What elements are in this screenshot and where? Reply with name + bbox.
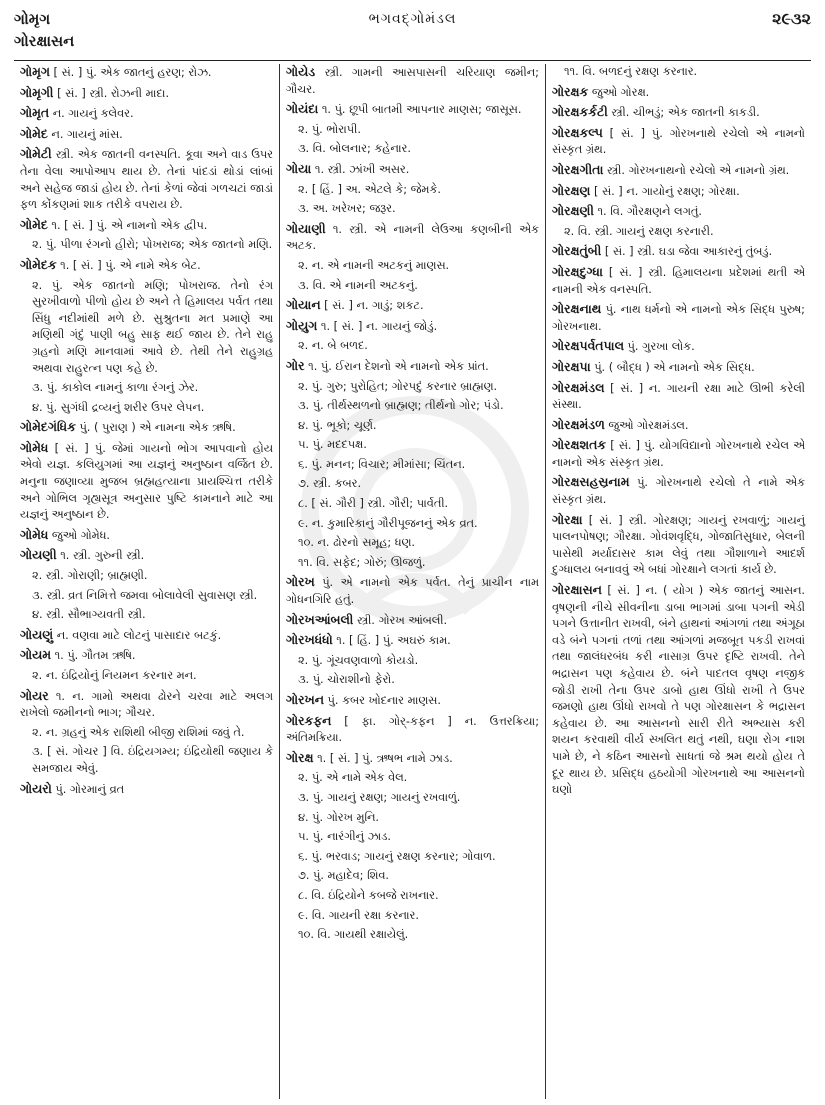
sense-line: ૨. ન. બે બળદ. (298, 339, 368, 353)
dictionary-entry (552, 380, 805, 414)
headword: ગોયા (286, 160, 312, 176)
dictionary-entry (20, 688, 273, 722)
dictionary-entry (20, 257, 273, 275)
headword: ગોરક્ષક (552, 83, 589, 99)
dictionary-entry (20, 85, 273, 103)
sense-line: ૨. પું. ગુરુ; પુરોહિત; ગોરપદું કરનાર બ્રાહ્મણ. (298, 379, 498, 393)
headword: ગોયમ (20, 647, 52, 663)
definition: [ સં. ] પું. ગોરખનાથે રચેલો એ નામનો સંસ્કૃત ગ્રંથ. (552, 126, 805, 157)
headword: ગોરક્ષકર્કટી (552, 104, 608, 120)
definition: સ્ત્રી. ગોરખનાથનો રચેલો એ નામનો ગ્રંથ. (603, 163, 790, 177)
sense-line: ૨. વિ. સ્ત્રી. ગાયનું રક્ષણ કરનારી. (564, 224, 714, 238)
headword: ગોયણું (20, 626, 54, 642)
definition: જુઓ ગોરક્ષમંડલ. (604, 418, 689, 432)
sense-line: ૨. પું. એક જાતનો મણિ; પોખરાજ. તેનો રંગ સુરખીવાળો પીળો હોય છે અને તે હિમાલય પર્વત તથા સિંધુ નદીમાંથી મળે છે. સુશ્રુતના મત પ્રમાણે આ મણિથી ગંદું પાણી બહુ સાફ થઈ જાય છે. તેને રાહુ ગ્રહનો મણિ માનવામાં આવે છે. તેથી તેને રાહુગ્રહ અથવા રાહુરત્ન પણ કહે છે. (32, 278, 273, 375)
dictionary-columns (14, 64, 811, 1099)
sense-line: ૩. પું. કાકોલ નામનું કાળા રંગનું ઝેર. (32, 381, 199, 395)
sense-line: ૩. અ. ખરેખર; જરૂર. (298, 202, 396, 216)
definition: પું. એ નામનો એક પર્વત. તેનું પ્રાચીન નામ ગોધનગિરિ હતું. (286, 576, 539, 607)
headword: ગોરક્ષકલ્પ (552, 124, 603, 140)
definition: [ સં. ] સ્ત્રી. હિમાલયના પ્રદેશમાં થતી એ નામની એક વનસ્પતિ. (552, 265, 805, 296)
dictionary-entry (286, 358, 539, 376)
guide-word-bottom: ગોરક્ષાસન (14, 32, 75, 50)
headword: ગોમૃગી (20, 84, 54, 100)
definition: ૧. [ સં. ] પું. એ નામે એક બેટ. (56, 258, 201, 272)
definition: [ ફા. ગોર્-કફન ] ન. ઉત્તરક્રિયા; અંતિમક્રિયા. (286, 714, 539, 745)
headword: ગોમૃગ (20, 64, 50, 79)
definition: પું. ( પુરાણ ) એ નામના એક ઋષિ. (75, 421, 236, 435)
sense-line: ૩. વિ. એ નામની અટકનું. (298, 278, 418, 292)
dictionary-entry (286, 318, 539, 336)
headword: ગોરક્ષગીતા (552, 161, 604, 177)
definition: ન. ગાયનું માંસ. (47, 127, 123, 141)
dictionary-entry (20, 217, 273, 235)
headword: ગોયાન (286, 297, 321, 313)
headword: ગોરક્ષસહસ્રનામ (552, 474, 630, 490)
headword: ગોમેદગંધિક (20, 419, 76, 435)
definition: [ સં. ] પું. જેમાં ગાયનો ભોગ આપવાનો હોય એવો યજ્ઞ. કલિયુગમાં આ યજ્ઞનું અનુષ્ઠાન વર્જિત છે. મનુના જણાવ્યા મુજબ બ્રહ્મહત્યાના પ્રાયશ્ચિત્ત તરીકે અને ગોભિલ ગૃહ્યસૂત્ર અનુસાર પુષ્ટિ કામનાને માટે આ યજ્ઞનું અનુષ્ઠાન છે. (20, 441, 273, 522)
definition: ૧. [ સં. ] ન. ગાયનું જોડું. (317, 319, 438, 333)
dictionary-entry (552, 104, 805, 122)
definition: પું. ગોરખનાથે રચેલો તે નામે એક સંસ્કૃત ગ્રંથ. (552, 476, 805, 507)
sense-line: ૬. પું. મનન; વિચાર; મીમાંસા; ચિંતન. (298, 457, 466, 471)
dictionary-entry (286, 161, 539, 179)
sense-line: ૨. ન. ગ્રહનું એક રાશિથી બીજી રાશિમાં જવું તે. (32, 725, 245, 739)
sense-line: ૩. પું. તીર્થસ્થળનો બ્રાહ્મણ; તીર્થનો ગોર; પંડો. (298, 399, 504, 413)
definition: ન. ગાયનું કલેવર. (49, 107, 134, 121)
sense-line: ૬. પું. ભરવાડ; ગાયનું રક્ષણ કરનાર; ગોવાળ. (298, 849, 496, 863)
column-1 (14, 64, 279, 1099)
definition: પું. ગુરખા લોક. (623, 340, 695, 354)
headword: ગોરક્ષપર્વતપાલ (552, 338, 624, 354)
sense-line: ૪. પું. સુગંધી દ્રવ્યનું શરીર ઉપર લેપન. (32, 400, 205, 414)
sense-line: ૩. સ્ત્રી. વ્રત નિમિત્તે જમવા બોલાવેલી સુવાસણ સ્ત્રી. (32, 588, 258, 602)
dictionary-entry (552, 203, 805, 221)
sense-line: ૯. ન. કુમારિકાનું ગૌરીપૂજનનું એક વ્રત. (298, 516, 478, 530)
dictionary-entry (286, 64, 539, 98)
sense-line: ૩. [ સં. ગોચર ] વિ. ઇંદ્રિયગમ્ય; ઇંદ્રિયોથી જણાય કે સમજાય એવું. (32, 745, 273, 775)
dictionary-entry (552, 301, 805, 335)
definition: [ સં. ] સ્ત્રી. રોઝની માદા. (53, 86, 170, 100)
sense-line: ૩. પું. ચોરાશીનો ફેરો. (298, 673, 395, 687)
dictionary-entry (286, 574, 539, 608)
definition: ૧. પું. ગૌતમ ઋષિ. (51, 649, 136, 663)
definition: સ્ત્રી. ગામની આસપાસની ચરિયાણ જમીન; ગૌચર. (286, 66, 539, 96)
sense-line: ૧૦. ન. ઢોરનો સમૂહ; ધણ. (298, 536, 416, 550)
dictionary-entry (286, 632, 539, 650)
page-number: ૨૯૩૨ (772, 9, 811, 28)
header-divider (14, 60, 811, 61)
definition: સ્ત્રી. ચીભડું; એક જાતની કાકડી. (607, 106, 760, 120)
headword: ગોયરો (20, 780, 52, 796)
definition: ન. વણવા માટે લોટનું પાસાદાર બટકું. (53, 628, 222, 642)
headword: ગોમેધ (20, 439, 49, 455)
headword: ગોરક્ષા (552, 511, 583, 527)
dictionary-entry (552, 183, 805, 201)
definition: [ સં. ] સ્ત્રી. ગોરક્ષણ; ગાયનું રખવાળું; ગાયનું પાલનપોષણ; ગૌરક્ષા. ગોવંશવૃદ્ધિ, ગોજાતિસુધાર, બેલની પાસેથી મર્યાદાસર કામ લેવું તથા ગૌશાળાને આદર્શ દુગ્ધાલય બનાવવું એ બધાં ગોરક્ષાને લગતાં કાર્ય છે. (552, 513, 805, 577)
headword: ગોરકફન (286, 712, 332, 728)
definition: [ સં. ] ન. ( યોગ ) એક જાતનું આસન. વૃષણની નીચે સીવનીના ડાબા ભાગમાં ડાબા પગની એડી પગને ઉત્તાનીત રાખવી, બંને હાથનાં આંગળાં તથા અંગૂઠા વડે બંને પગનાં તળાં તથા આંગળાં મજબૂત પકડી રાખવાં તથા જાલંધરબંધ કરી નાસાગ્ર ઉપર દૃષ્ટિ રાખવી. તેને ભદ્રાસન પણ કહેવાય છે. બંને પાદતલ વૃષણ નજીક જોડી રાખી તેના ઉપર ડાબો હાથ ઊંધો રાખી તે ઉપર જમણો હાથ ઊંધો રાખવો તે પણ ગોરક્ષાસન કે ભદ્રાસન કહેવાય છે. આ આસનનો સારી રીતે અભ્યાસ કરી શયન કરવાથી વીર્ય સ્ખલિત થતું નથી, ઘણા રોગ નાશ પામે છે, ને કઠિન આસનો સાધતાં જે શ્રમ થયો હોય તે દૂર થાય છે. પ્રસિદ્ધ હઠયોગી ગોરખનાથે આ આસનનો ઘણો (552, 584, 805, 797)
definition: [ સં. ] ન. ગાયની રક્ષા માટે ઊભી કરેલી સંસ્થા. (552, 381, 805, 412)
dictionary-entry (286, 297, 539, 315)
column-3 (545, 64, 811, 1099)
dictionary-entry (20, 126, 273, 144)
sense-line: ૫. પું. નારંગીનું ઝાડ. (298, 830, 391, 844)
definition: ૧. સ્ત્રી. ઝાંખી અસર. (311, 162, 410, 176)
headword: ગોમેટી (20, 146, 52, 162)
headword: ગોરક્ષણી (552, 203, 594, 219)
sense-line: ૨. ન. ઇંદ્રિયોનું નિયમન કરનાર મન. (32, 669, 197, 682)
sense-line: ૮. વિ. ઇંદ્રિયોને કબજે રાખનાર. (298, 888, 439, 902)
dictionary-entry (286, 612, 539, 630)
headword: ગોરક્ષનાથ (552, 301, 602, 317)
definition: ૧. સ્ત્રી. ગુરુની સ્ત્રી. (56, 549, 145, 563)
sense-line: ૪. પું. ભૂકો; ચૂર્ણ. (298, 418, 377, 432)
dictionary-entry (552, 359, 805, 377)
headword: ગોરક્ષણ (552, 182, 591, 198)
headword: ગોરખ (286, 574, 315, 590)
headword: ગોરખન (286, 692, 324, 707)
definition: ૧. વિ. ગૌરક્ષણને લગતું. (593, 205, 702, 219)
definition: પું. કબર ખોદનાર માણસ. (323, 694, 441, 707)
definition: ૧. ન. ગામો અથવા ઢોરને ચરવા માટે અલગ રાખેલો જમીનનો ભાગ; ગૌચર. (20, 689, 273, 720)
headword: ગોયેડ (286, 64, 316, 79)
headword: ગોમેધ (20, 526, 49, 542)
dictionary-entry (20, 781, 273, 799)
sense-line: ૫. પું. મદદપક્ષ. (298, 438, 367, 452)
sense-line: ૨. પું. ગૂંચવણવાળો કોયડો. (298, 653, 419, 667)
dictionary-entry (286, 692, 539, 710)
dictionary-entry (552, 84, 805, 102)
headword: ગોરક્ષપા (552, 358, 591, 374)
headword: ગોરક્ષ (286, 749, 314, 765)
dictionary-entry (286, 713, 539, 747)
dictionary-entry (20, 146, 273, 213)
sense-line: ૧૧. વિ. સફેદ; ગોરું; ઊજળું. (298, 555, 426, 569)
definition: પું. ગોરમાનું વ્રત (51, 782, 125, 796)
headword: ગોરખઆંબલી (286, 611, 354, 627)
definition: [ સં. ] પું. એક જાતનું હરણ; રોઝ. (49, 66, 212, 79)
headword: ગોમેદ (20, 216, 48, 232)
definition: પું. નાથ ધર્મનો એ નામનો એક સિદ્ધ પુરુષ; ગોરખનાથ. (552, 303, 805, 333)
dictionary-entry (552, 512, 805, 579)
sense-line: ૨. પું. ભોરાપી. (298, 122, 361, 136)
sense-line: ૪. સ્ત્રી. સૌભાગ્યવતી સ્ત્રી. (32, 608, 146, 622)
headword: ગોરક્ષાસન (552, 582, 602, 598)
headword: ગોયણી (20, 547, 57, 563)
definition: [ સં. ] ન. ગાયોનું રક્ષણ; ગોરક્ષા. (590, 184, 740, 198)
dictionary-entry (20, 105, 273, 123)
headword: ગોરક્ષમંડલ (552, 379, 605, 395)
sense-line: ૨. સ્ત્રી. ગોરાણી; બ્રાહ્મણી. (32, 569, 148, 583)
definition: ૧. [ હિં. ] પું. અઘરું કામ. (332, 634, 451, 648)
guide-word-top: ગોમૃગ (14, 10, 51, 28)
dictionary-entry (552, 162, 805, 180)
dictionary-entry (552, 417, 805, 435)
sense-line: ૯. વિ. ગાયની રક્ષા કરનાર. (298, 908, 419, 922)
headword: ગોરક્ષશતક (552, 437, 607, 453)
headword: ગોર (286, 357, 305, 373)
sense-line: ૭. સ્ત્રી. કબર. (298, 477, 362, 491)
definition: સ્ત્રી. એક જાતની વનસ્પતિ. કૂવા અને વાડ ઉપર તેના વેલા આપોઆપ થાય છે. તેનાં પાંદડાં થોડાં લાંબાં અને સહેજ જાડાં હોય છે. તેનાં કેળાં જેવાં ગળચટાં જાડાં ફળ કોંકણમાં શાક તરીકે વપરાય છે. (20, 148, 273, 212)
definition: જુઓ ગોમેધ. (48, 528, 110, 542)
dictionary-entry (552, 264, 805, 298)
definition: જુઓ ગોરક્ષ. (588, 85, 650, 99)
dictionary-entry (552, 582, 805, 799)
headword: ગોરક્ષતુંબી (552, 243, 602, 259)
dictionary-entry (20, 627, 273, 645)
headword: ગોરક્ષદુગ્ધા (552, 263, 603, 279)
headword: ગોયર (20, 687, 49, 703)
headword: ગોરખધંધો (286, 632, 333, 648)
dictionary-entry (286, 750, 539, 768)
definition: પું. ( બૌદ્ધ ) એ નામનો એક સિદ્ધ. (590, 360, 755, 374)
dictionary-entry (20, 440, 273, 524)
dictionary-entry (20, 64, 273, 82)
sense-line: ૨. [ હિં. ] અ. એટલે કે; જેમકે. (298, 182, 441, 196)
dictionary-entry (20, 547, 273, 565)
sense-line: ૮. [ સં. ગૌરી ] સ્ત્રી. ગૌરી; પાર્વતી. (298, 497, 449, 511)
dictionary-entry (20, 527, 273, 545)
definition: ૧. પું. છૂપી બાતમી આપનાર માણસ; જાસૂસ. (318, 103, 522, 117)
definition: ૧. પું. ઈરાન દેશનો એ નામનો એક પ્રાંત. (304, 359, 489, 373)
definition: ૧. [ સં. ] પું. ઋષભ નામે ઝાડ. (313, 751, 453, 765)
headword: ગોયુગ (286, 317, 318, 333)
headword: ગોમૃત (20, 105, 50, 121)
headword: ગોયાણી (286, 220, 326, 236)
sense-line: ૭. પું. મહાદેવ; શિવ. (298, 869, 389, 883)
definition: ૧. સ્ત્રી. એ નામની લેઉઆ કણબીની એક અટક. (286, 222, 539, 253)
dictionary-entry (552, 338, 805, 356)
definition: [ સં. ] ન. ગાડું; શકટ. (320, 299, 424, 313)
dictionary-entry (552, 474, 805, 508)
definition: સ્ત્રી. ગોરખ આંબલી. (353, 613, 448, 627)
page-title: ભગવદ્ગોમંડલ (368, 11, 457, 27)
headword: ગોયંદા (286, 101, 319, 117)
dictionary-entry (286, 221, 539, 255)
definition: [ સં. ] સ્ત્રી. ઘડા જેવા આકારનું તુંબડું. (601, 245, 773, 259)
headword: ગોરક્ષમંડળ (552, 416, 605, 432)
column-2 (279, 64, 545, 1099)
dictionary-entry (552, 125, 805, 159)
headword: ગોમેદ (20, 125, 48, 141)
dictionary-entry (552, 437, 805, 471)
sense-line: ૨. પું. પીળા રંગનો હીરો; પોખરાજ; એક જાતનો મણિ. (32, 238, 273, 252)
sense-line: ૩. વિ. બોલનાર; કહેનાર. (298, 142, 411, 156)
sense-line: ૧૧. વિ. બળદનું રક્ષણ કરનાર. (564, 65, 698, 78)
sense-line: ૨. ન. એ નામની અટકનું માણસ. (298, 258, 450, 272)
definition: ૧. [ સં. ] પું. એ નામનો એક દ્વીપ. (47, 218, 208, 232)
dictionary-entry (552, 243, 805, 261)
dictionary-entry (20, 419, 273, 437)
definition: [ સં. ] પું. યોગવિદ્યાનો ગોરખનાથે રચેલ એ નામનો એક સંસ્કૃત ગ્રંથ. (552, 439, 805, 469)
sense-line: ૩. પું. ગાયનું રક્ષણ; ગાયનું રખવાળું. (298, 790, 461, 804)
sense-line: ૧૦. વિ. ગાયથી રક્ષાયેલું. (298, 928, 409, 942)
headword: ગોમેદક (20, 256, 57, 272)
dictionary-entry (286, 101, 539, 119)
sense-line: ૨. પું. એ નામે એક વેલ. (298, 771, 408, 785)
sense-line: ૪. પું. ગોરખ મુનિ. (298, 810, 380, 824)
dictionary-entry (20, 647, 273, 665)
